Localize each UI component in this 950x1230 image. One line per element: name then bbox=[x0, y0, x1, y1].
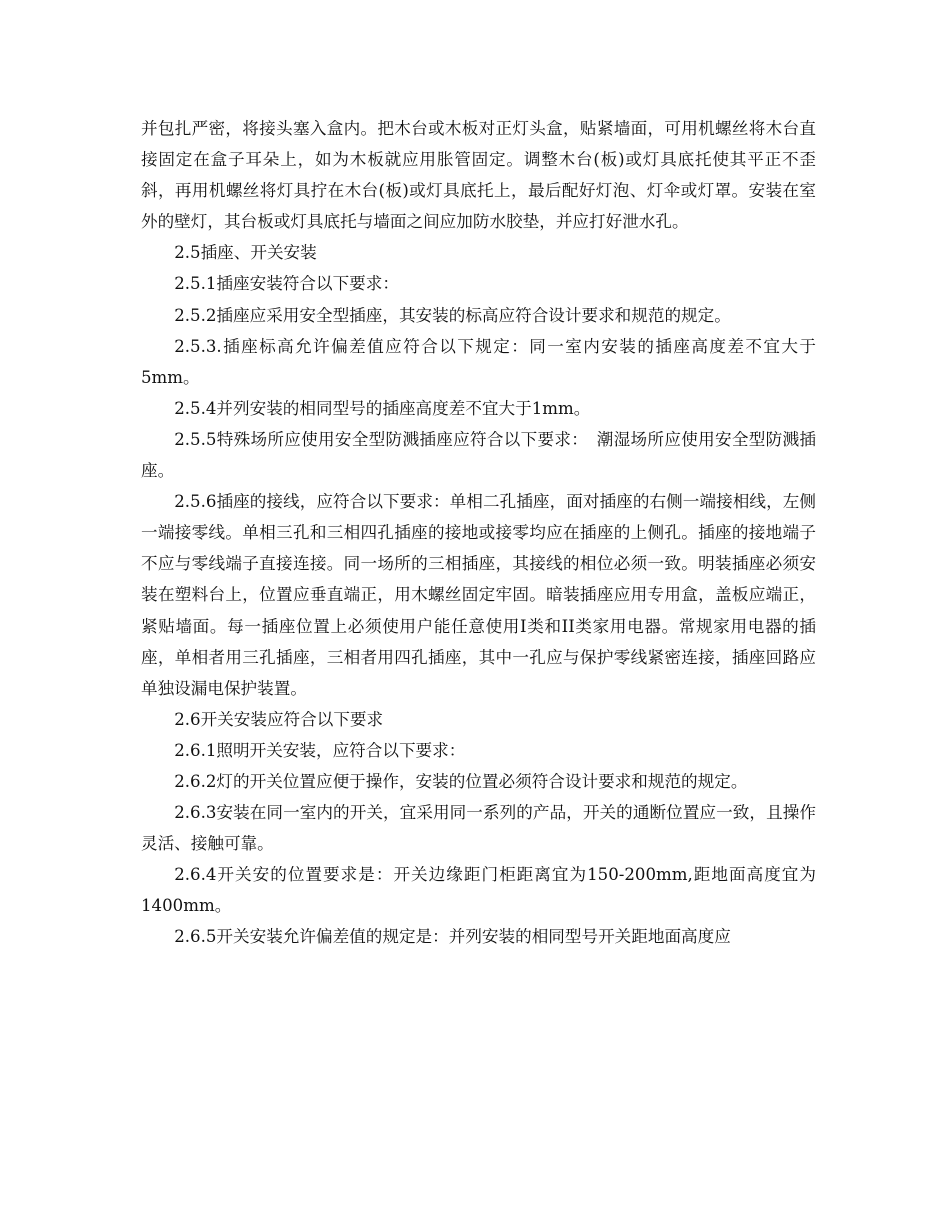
paragraph-2-6-4: 2.6.4开关安的位置要求是：开关边缘距门柜距离宜为150-200mm,距地面高度宜为1400mm。 bbox=[141, 865, 816, 916]
heading-2-6: 2.6开关安装应符合以下要求 bbox=[174, 709, 384, 729]
paragraph-2-5-5: 2.5.5特殊场所应使用安全型防溅插座应符合以下要求： 潮湿场所应使用安全型防溅插座。 bbox=[141, 429, 816, 481]
paragraph-2-6-5: 2.6.5开关安装允许偏差值的规定是：并列安装的相同型号开关距地面高度应 bbox=[174, 927, 731, 947]
paragraph-2-5-6: 2.5.6插座的接线，应符合以下要求：单相二孔插座，面对插座的右侧一端接相线，左侧一端接零线。单相三孔和三相四孔插座的接地或接零均应在插座的上侧孔。插座的接地端子不应与零线端子直接连接。同一场所的三相插座，其接线的相位必须一致。明装插座必须安装在塑料台上，位置应垂直端正，用木螺丝固定牢固。暗装插座应用专用盒，盖板应端正，紧贴墙面。每一插座位置上必须使用户能任意使用I类和II类家用电器。常规家用电器的插座，单相者用三孔插座，三相者用四孔插座，其中一孔应与保护零线紧密连接，插座回路应单独设漏电保护装置。 bbox=[141, 492, 816, 698]
body-text bbox=[141, 113, 816, 953]
paragraph-2-5-4: 2.5.4并列安装的相同型号的插座高度差不宜大于1mm。 bbox=[174, 398, 591, 418]
paragraph-2-5-3: 2.5.3.插座标高允许偏差值应符合以下规定：同一室内安装的插座高度差不宜大于5mm。 bbox=[141, 336, 816, 387]
paragraph-2-6-2: 2.6.2灯的开关位置应便于操作，安装的位置必须符合设计要求和规范的规定。 bbox=[174, 771, 748, 791]
paragraph-continuation: 并包扎严密，将接头塞入盒内。把木台或木板对正灯头盒，贴紧墙面，可用机螺丝将木台直接固定在盒子耳朵上，如为木板就应用胀管固定。调整木台(板)或灯具底托使其平正不歪斜，再用机螺丝将灯具拧在木台(板)或灯具底托上，最后配好灯泡、灯伞或灯罩。安装在室外的壁灯，其台板或灯具底托与墙面之间应加防水胶垫，并应打好泄水孔。 bbox=[141, 119, 816, 232]
paragraph-2-5-2: 2.5.2插座应采用安全型插座，其安装的标高应符合设计要求和规范的规定。 bbox=[174, 305, 731, 325]
paragraph-2-6-3: 2.6.3安装在同一室内的开关，宜采用同一系列的产品，开关的通断位置应一致，且操作灵活、接触可靠。 bbox=[141, 803, 816, 854]
paragraph-2-6-1: 2.6.1照明开关安装，应符合以下要求： bbox=[174, 740, 466, 760]
heading-2-5: 2.5插座、开关安装 bbox=[174, 243, 317, 263]
paragraph-2-5-1: 2.5.1插座安装符合以下要求： bbox=[174, 274, 399, 294]
